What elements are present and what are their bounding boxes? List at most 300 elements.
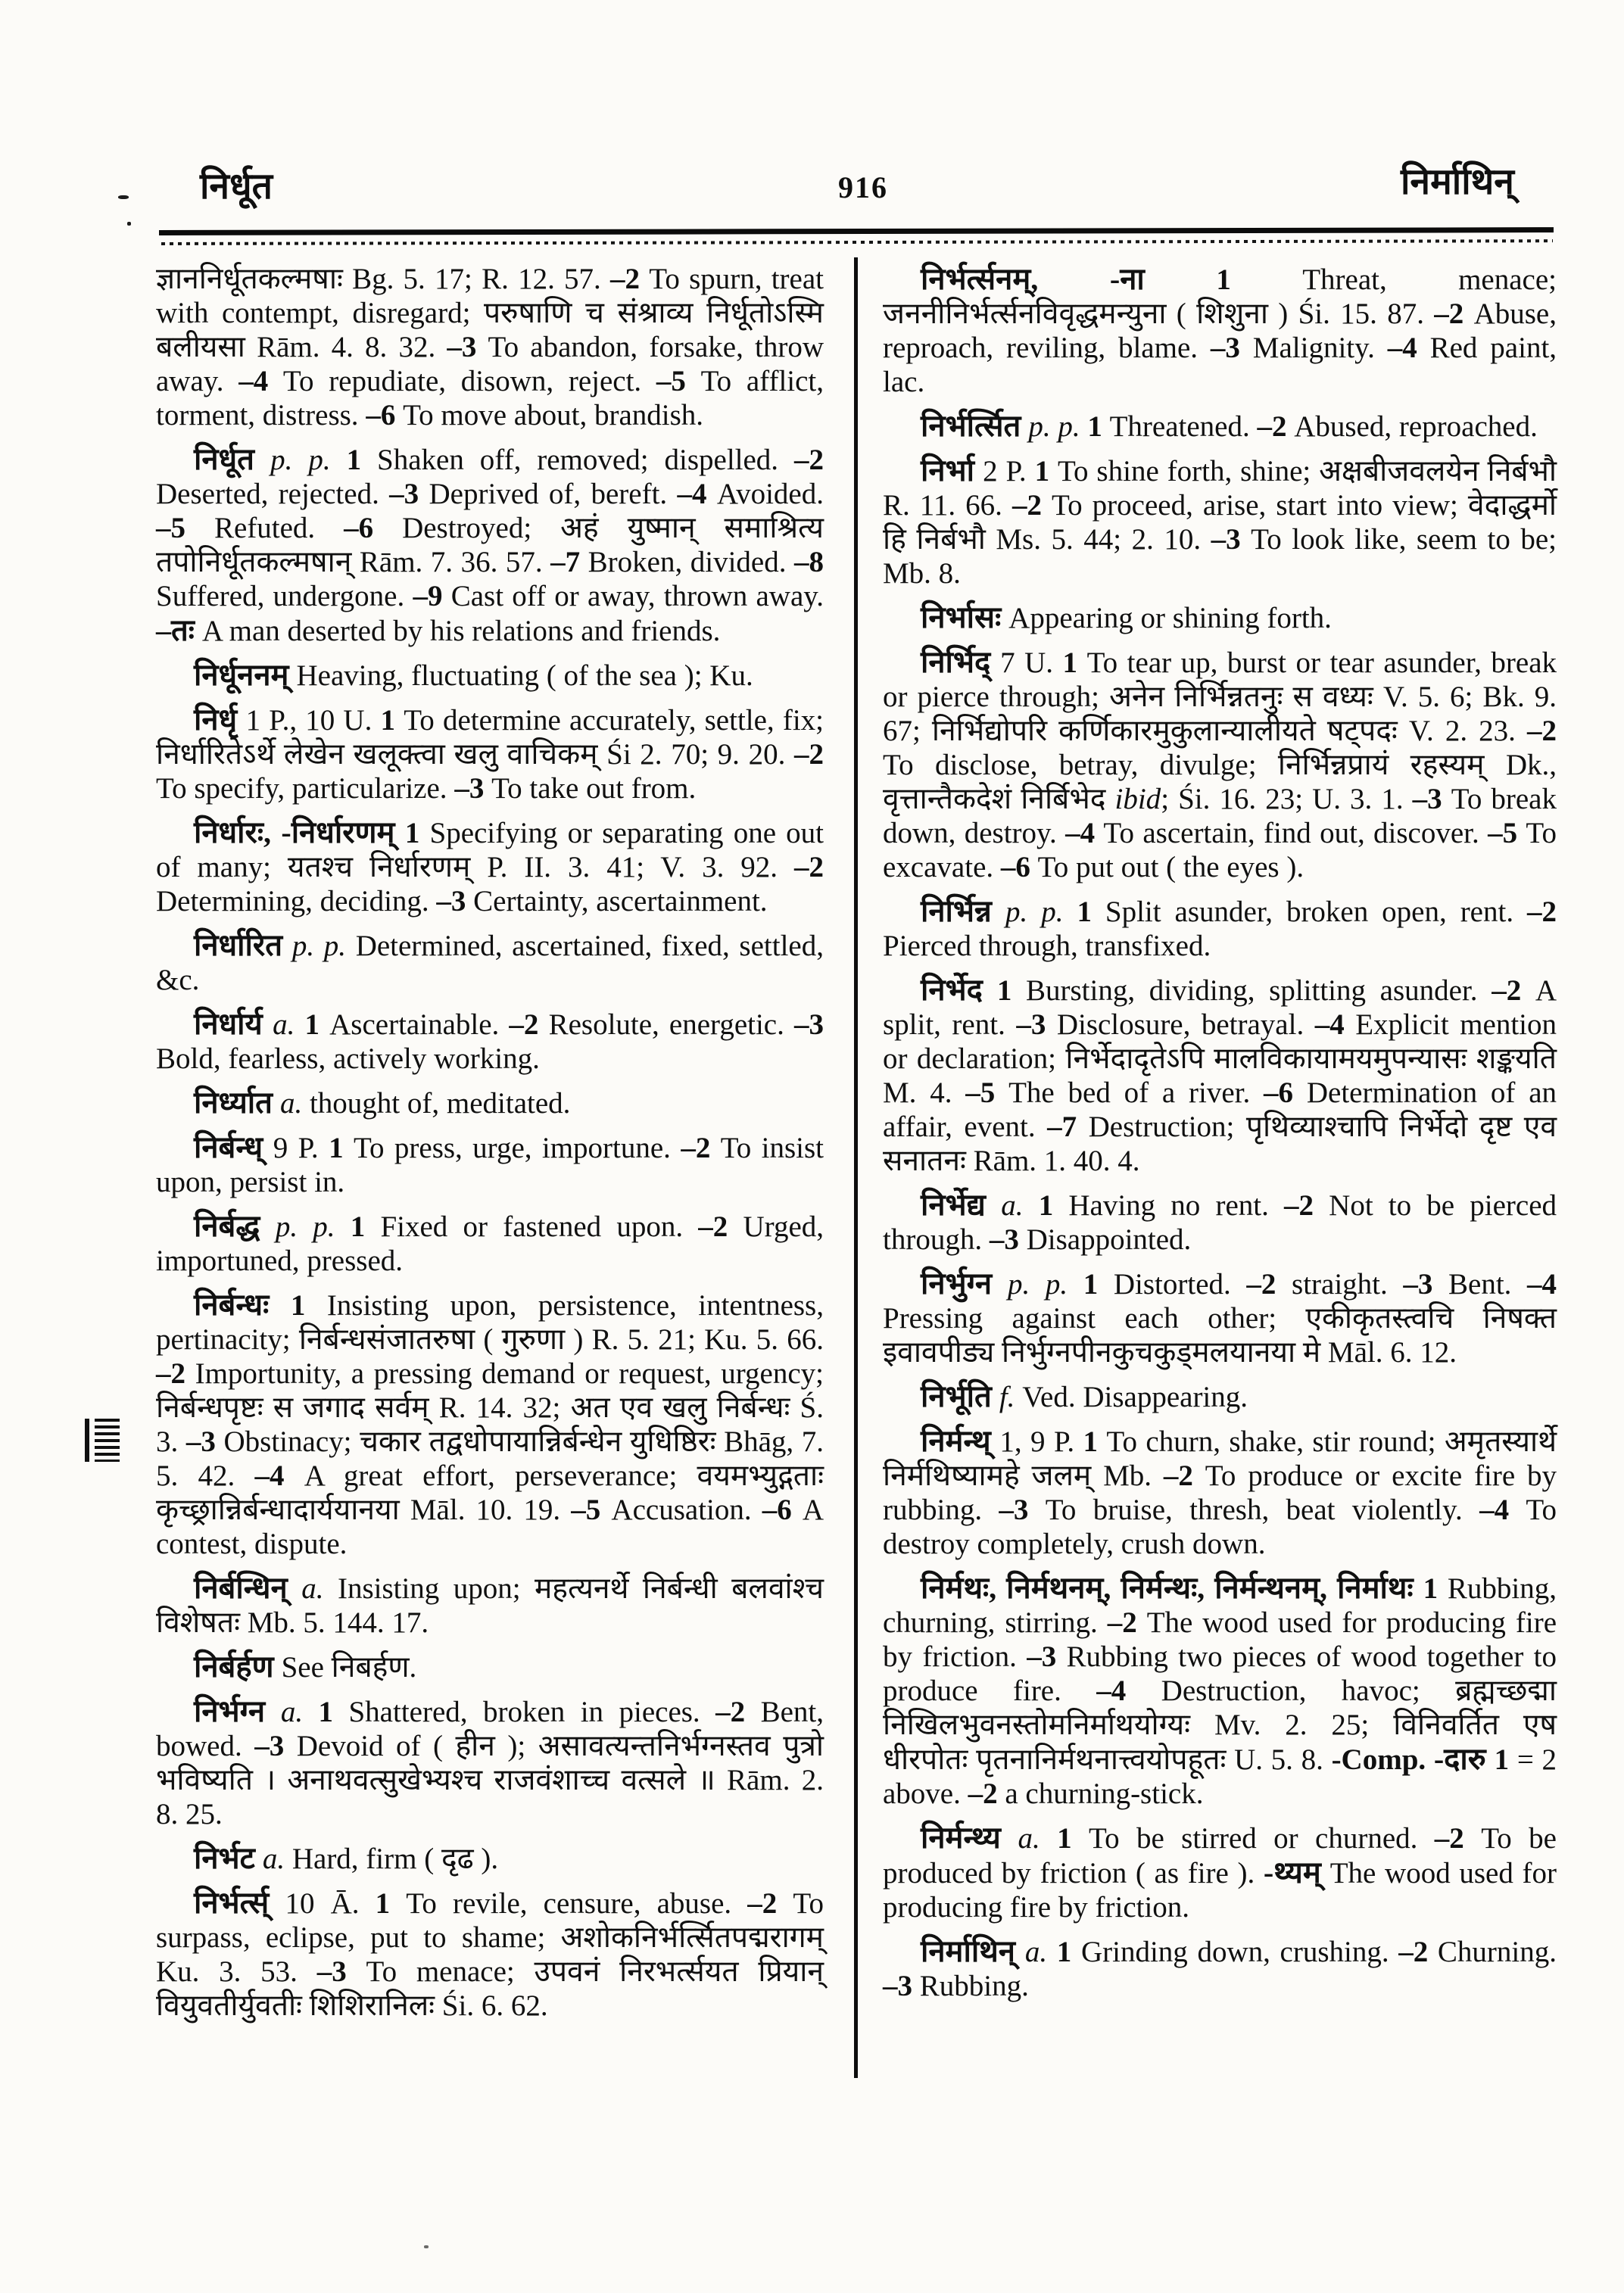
definition-text: To churn, shake, stir round; (1106, 1425, 1445, 1458)
sense-number: –3 (1403, 1268, 1448, 1301)
definition-text: Suffered, undergone. (156, 580, 413, 612)
definition-text: Determining, deciding. (156, 885, 437, 918)
sense-number: –3 (254, 1730, 297, 1762)
sense-number: 1 (1056, 1936, 1081, 1968)
definition-text: Destruction; (1088, 1111, 1246, 1143)
definition-text: Rām. 2. 8. 25. (156, 1764, 824, 1830)
grammar-label: a. (1001, 1189, 1039, 1222)
sanskrit-quote: अनेन निर्भिन्नतनुः स वध्यः (1109, 681, 1383, 713)
sense-number: –4 (677, 478, 717, 510)
sense-number: 1 (1494, 1743, 1517, 1776)
sense-number: –2 (698, 1210, 743, 1243)
sense-number: –3 (999, 1494, 1046, 1526)
sense-number: –3 (1027, 1640, 1067, 1673)
entry-headword: निर्धृ (194, 703, 246, 737)
dictionary-entry (156, 1209, 824, 1278)
sense-number: –3 (389, 478, 429, 510)
header-left-headword: निर्धूत (200, 167, 273, 207)
sense-number: 1 (318, 1696, 349, 1728)
column-divider (854, 257, 858, 2078)
entry-headword: निर्धूननम् (194, 658, 297, 692)
definition-text: A man deserted by his relations and friends. (201, 615, 721, 647)
definition-text: Fixed or fastened upon. (380, 1210, 699, 1243)
grammar-label: a. (280, 1696, 319, 1728)
dictionary-entry (883, 645, 1557, 884)
entry-headword: -दारु (1433, 1742, 1495, 1776)
definition-text: Māl. 10. 19. (410, 1494, 572, 1526)
sense-number: –3 (316, 1955, 366, 1988)
definition-text: Māl. 6. 12. (1327, 1336, 1457, 1369)
sense-number: 1 (1057, 1822, 1089, 1855)
entry-headword: निर्माथिन् (921, 1934, 1025, 1968)
sanskrit-quote: हीन (455, 1730, 495, 1762)
definition-text: Resolute, energetic. (548, 1008, 795, 1041)
sense-number: 1 (1087, 410, 1110, 443)
definition-text: The bed of a river. (1008, 1076, 1264, 1109)
definition-text: a churning-stick. (1005, 1777, 1204, 1810)
grammar-label: a. (1018, 1822, 1058, 1855)
definition-text: To insist upon, persist in. (156, 1132, 824, 1198)
sense-number: –3 (454, 772, 492, 805)
definition-text: The wood used for producing fire by friction. (883, 1857, 1557, 1924)
definition-text: Malignity. (1252, 332, 1388, 364)
definition-text: Disclosure, betrayal. (1056, 1008, 1315, 1041)
definition-text: Mv. 2. 25; (1214, 1709, 1394, 1741)
entry-headword: निर्भट (194, 1841, 263, 1875)
grammar-label: p. p. (291, 930, 356, 962)
sanskrit-quote: परुषाणि च संश्राव्य निर्धूतोऽस्मि बलीयसा (156, 297, 824, 363)
sense-number: 1 (996, 974, 1026, 1007)
definition-text: To be produced by friction ( as fire ). (883, 1822, 1557, 1890)
grammar-label: f. (999, 1381, 1023, 1413)
definition-text: Pierced through, transfixed. (883, 930, 1211, 962)
sense-number: 1 (290, 1289, 327, 1322)
sense-number: –3 (883, 1970, 920, 2002)
sanskrit-quote: असावत्यन्तनिर्भग्नस्तव पुत्रो भविष्यति । अनाथवत्सुखेभ्यश्च राजवंशाच्च वत्सले ॥ (156, 1730, 824, 1796)
definition-text: Disappointed. (1026, 1223, 1192, 1256)
definition-text: Ms. 5. 44; 2. 10. (996, 523, 1211, 556)
sense-number: –4 (1479, 1494, 1526, 1526)
definition-text: To look like, seem to be; Mb. 8. (883, 523, 1557, 590)
sense-number: –5 (965, 1076, 1009, 1109)
dictionary-entry (156, 442, 824, 648)
header-rule (159, 227, 1554, 235)
definition-text: To bruise, thresh, beat violently. (1045, 1494, 1480, 1526)
definition-text: To tear up, burst or tear asunder, break or pierce through; (883, 646, 1557, 713)
sense-number: –2 (1011, 489, 1052, 522)
dictionary-entry (883, 600, 1557, 635)
grammar-label: p. p. (1005, 896, 1077, 928)
sense-number: –4 (1527, 1268, 1557, 1301)
definition-text: To menace; (366, 1955, 535, 1988)
dictionary-entry (156, 1694, 824, 1831)
sense-number: –5 (156, 512, 214, 544)
entry-headword: निर्बन्धिन् (194, 1571, 302, 1605)
sense-number: –2 (509, 1008, 549, 1041)
sense-number: 1 (1216, 263, 1303, 296)
sense-number: –2 (1527, 896, 1557, 928)
definition-text: Rubbing. (919, 1970, 1029, 2002)
dictionary-entry (883, 894, 1557, 963)
definition-text: Insisting upon, persistence, intentness, pertinacity; (156, 1289, 824, 1356)
dictionary-entry (883, 973, 1557, 1178)
dictionary-entry (883, 1266, 1557, 1369)
definition-text: Rām. 4. 8. 32. (257, 331, 447, 363)
definition-text: Shaken off, removed; dispelled. (377, 444, 794, 476)
grammar-label: a. (279, 1087, 310, 1120)
dictionary-entry (156, 928, 824, 997)
sense-number: –2 (968, 1777, 1005, 1810)
entry-headword: -थ्यम् (1263, 1855, 1330, 1890)
definition-text: Bg. 5. 17; R. 12. 57. (352, 263, 611, 295)
sense-number: –2 (1257, 410, 1295, 443)
sense-number: –2 (1434, 1822, 1482, 1855)
left-column (156, 262, 824, 2033)
dictionary-entry (883, 262, 1557, 399)
sense-number: –7 (1047, 1111, 1089, 1143)
sense-number: –3 (1211, 523, 1252, 556)
definition-text: To destroy completely, crush down. (883, 1494, 1557, 1560)
definition-text: To abandon, forsake, throw away. (156, 331, 824, 397)
sanskrit-quote: जननीनिर्भर्त्सनविवृद्धमन्युना ( शिशुना ) (883, 298, 1298, 330)
entry-headword: निर्भिन्न (921, 894, 1006, 928)
entry-headword: निर्भूति (921, 1379, 999, 1413)
definition-text: = 2 above. (883, 1743, 1557, 1810)
definition-text: 1, 9 P. (999, 1425, 1083, 1458)
page-number: 916 (838, 170, 888, 204)
sense-number: –6 (366, 399, 404, 431)
sanskrit-quote: वेदाद्धर्मो हि निर्बभौ (883, 489, 1557, 556)
definition-text: Distorted. (1113, 1268, 1247, 1301)
entry-headword: –तः (156, 613, 202, 647)
definition-text: Ved. Disappearing. (1022, 1381, 1248, 1413)
sense-number: –6 (762, 1494, 803, 1526)
sense-number: –2 (794, 851, 824, 883)
definition-text: 9 P. (273, 1132, 329, 1164)
entry-headword: निर्भर्त्सनम्, -ना (921, 262, 1217, 296)
definition-text: Obstinacy; (223, 1425, 360, 1458)
sanskrit-quote: अत एव खलु निर्बन्धः (570, 1391, 800, 1424)
definition-text: Bhāg, 7. 5. 42. (156, 1425, 824, 1492)
sense-number: –2 (1246, 1268, 1292, 1301)
sense-number: –3 (447, 331, 488, 363)
definition-text: Heaving, fluctuating ( of the sea ); Ku. (296, 659, 753, 692)
definition-text: Rubbing two pieces of wood together to produce fire. (883, 1640, 1557, 1707)
dictionary-entry (883, 1821, 1557, 1924)
sanskrit-quote: निर्भिन्नप्रायं रहस्यम् (1277, 749, 1506, 781)
definition-text: Ku. 3. 53. (156, 1955, 317, 1988)
sense-number: –4 (1065, 817, 1104, 849)
sense-number: 1 (1083, 1425, 1107, 1458)
entry-headword: निर्भेद्य (921, 1188, 1002, 1222)
definition-text: To repudiate, disown, reject. (282, 365, 656, 397)
sense-number: 1 (1077, 896, 1105, 928)
definition-text: To afflict, torment, distress. (156, 365, 824, 431)
sanskrit-quote: पृथिव्याश्चापि निर्भेदो दृष्ट एव सनातनः (883, 1111, 1557, 1177)
entry-headword: निर्भर्त्स् (194, 1886, 285, 1920)
definition-text: Refuted. (214, 512, 344, 544)
definition-text: Śi. 15. 87. (1298, 298, 1435, 330)
dictionary-entry (883, 1379, 1557, 1414)
definition-text: Mb. 5. 144. 17. (247, 1606, 429, 1639)
definition-text: Grinding down, crushing. (1080, 1936, 1399, 1968)
dictionary-entry (156, 815, 824, 918)
sanskrit-quote: ज्ञाननिर्धूतकल्मषाः (156, 263, 353, 295)
definition-text: Dk., (1505, 749, 1557, 781)
sanskrit-quote: ब्रह्मच्छद्मा निखिलभुवनस्तोमनिर्माथयोग्यः (883, 1675, 1557, 1741)
definition-text: Having no rent. (1068, 1189, 1284, 1222)
sense-number: –2 (1434, 298, 1474, 330)
definition-text: Threatened. (1109, 410, 1258, 443)
entry-headword: निर्भासः (921, 600, 1009, 634)
scan-speck (118, 195, 129, 199)
grammar-label: a. (1024, 1936, 1057, 1968)
definition-text: To disclose, betray, divulge; (883, 749, 1278, 781)
margin-stamp-icon (85, 1419, 120, 1462)
definition-text: Mb. (1103, 1460, 1164, 1492)
grammar-label: a. (273, 1008, 305, 1041)
sense-number: –2 (156, 1357, 195, 1390)
definition-text: Certainty, ascertainment. (473, 885, 768, 918)
definition-text: Deprived of, bereft. (429, 478, 678, 510)
sanskrit-quote: निर्बन्धपृष्टः स जगाद सर्वम् (156, 1391, 439, 1424)
dictionary-entry (156, 658, 824, 693)
entry-headword: निर्धारः, -निर्धारणम् (194, 815, 405, 849)
definition-text: ). (473, 1843, 499, 1875)
sanskrit-quote: उपवनं निरभर्त्सयत प्रियान् वियुवतीर्युवतीः शिशिरानिलः (156, 1955, 824, 2022)
dictionary-entry (883, 1934, 1557, 2003)
dictionary-entry (883, 1571, 1557, 1811)
dictionary-entry (883, 453, 1557, 590)
entry-headword: निर्धारित (194, 928, 292, 962)
definition-text: Destroyed; (402, 512, 561, 544)
definition-text: To determine accurately, settle, fix; (404, 704, 824, 737)
sense-number: –2 (1284, 1189, 1329, 1222)
definition-text: straight. (1292, 1268, 1404, 1301)
definition-text: . (409, 1651, 417, 1684)
dictionary-entry (156, 1650, 824, 1684)
sanskrit-quote: निर्भिद्योपरि कर्णिकारमुकुलान्यालीयते षट्पदः (931, 715, 1409, 747)
sense-number: 1 (375, 1887, 407, 1920)
sense-number: –5 (1488, 817, 1526, 849)
sanskrit-quote: चकार तद्वधोपायान्निर्बन्धेन युधिष्ठिरः (360, 1425, 725, 1458)
grammar-label: a. (301, 1572, 338, 1605)
sense-number: 1 (404, 817, 430, 849)
definition-text: Importunity, a pressing demand or request, urgency; (195, 1357, 824, 1390)
entry-headword: निर्भा (921, 453, 983, 488)
definition-text: To specify, particularize. (156, 772, 455, 805)
sanskrit-quote: दृढ (441, 1843, 474, 1875)
definition-text: Abused, reproached. (1294, 410, 1538, 443)
sanskrit-quote: निर्धारितेऽर्थे लेखेन खलूक्त्वा खलु वाचिकम् (156, 738, 607, 771)
definition-text: Broken, divided. (588, 546, 795, 578)
entry-headword: निर्भर्त्सित (921, 409, 1029, 443)
sense-number: –3 (989, 1223, 1027, 1256)
entry-headword: निर्भग्न (194, 1694, 281, 1728)
sanskrit-quote: अक्षबीजवलयेन निर्बभौ (1319, 455, 1557, 488)
sense-number: –4 (1314, 1008, 1356, 1041)
sense-number: –2 (681, 1132, 721, 1164)
dictionary-entry (156, 703, 824, 805)
sanskrit-quote: निर्भेदादृतेऽपि मालविकायामयमुपन्यासः शङ्कयति (1065, 1042, 1557, 1075)
sanskrit-quote: अहं युष्मान् समाश्रित्य तपोनिर्धूतकल्मषान् (156, 512, 824, 578)
dictionary-entry (156, 262, 824, 432)
definition-text: To shine forth, shine; (1057, 455, 1320, 488)
sense-number: –9 (413, 580, 451, 612)
definition-text: Churning. (1437, 1936, 1557, 1968)
definition-text: Threat, menace; (1302, 263, 1557, 296)
definition-text: Deserted, rejected. (156, 478, 390, 510)
sanskrit-quote: निबर्हण (331, 1651, 410, 1684)
grammar-label: p. p. (275, 1210, 351, 1243)
definition-text: To take out from. (491, 772, 697, 805)
entry-headword: निर्धार्य (194, 1007, 273, 1041)
definition-text: Appearing or shining forth. (1008, 602, 1332, 634)
definition-text: Explicit mention or declaration; (883, 1008, 1557, 1075)
definition-text: Rām. 7. 36. 57. (359, 546, 551, 578)
sense-number: –2 (794, 444, 824, 476)
definition-text: Bent, bowed. (156, 1696, 824, 1762)
sense-number: -Comp. (1331, 1743, 1434, 1776)
sense-number: –4 (238, 365, 283, 397)
dictionary-entry (883, 409, 1557, 444)
scan-speck (424, 2245, 429, 2248)
sanskrit-quote: वयमभ्युद्गताः कृच्छ्रान्निर्बन्धादार्ययानया (156, 1460, 824, 1526)
sense-number: 1 (350, 1210, 381, 1243)
sense-number: –3 (794, 1008, 824, 1041)
dictionary-entry (156, 1007, 824, 1076)
definition-text: The wood used for producing fire by friction. (883, 1606, 1557, 1673)
definition-text: Rubbing, churning, stirring. (883, 1572, 1557, 1639)
definition-text: Destruction, havoc; (1161, 1675, 1456, 1707)
grammar-label: p. p. (270, 444, 347, 476)
definition-text: R. 5. 21; Ku. 5. 66. (591, 1323, 824, 1356)
definition-text: To be stirred or churned. (1088, 1822, 1435, 1855)
definition-text: U. 5. 8. (1234, 1743, 1332, 1776)
entry-headword: निर्ध्यात (194, 1086, 280, 1120)
definition-text: To excavate. (883, 817, 1557, 883)
sanskrit-quote: महत्यनर्थे निर्बन्धी बलवांश्च विशेषतः (156, 1572, 824, 1639)
definition-text: Rām. 1. 40. 4. (973, 1145, 1140, 1177)
entry-headword: निर्भिद् (921, 645, 1001, 679)
definition-text: Bent. (1448, 1268, 1528, 1301)
sanskrit-quote: विनिवर्तित एष धीरपोतः पृतनानिर्मथनात्त्वयोपहूतः (883, 1709, 1557, 1776)
sense-number: –3 (1412, 783, 1451, 815)
sense-number: –3 (1016, 1008, 1057, 1041)
sense-number: 1 (1034, 455, 1058, 488)
sanskrit-quote: यतश्च निर्धारणम् (287, 851, 488, 883)
definition-text: To ascertain, find out, discover. (1103, 817, 1488, 849)
sense-number: –4 (1096, 1675, 1161, 1707)
definition-text: To break down, destroy. (883, 783, 1557, 849)
definition-text: R. 14. 32; (438, 1391, 571, 1424)
definition-text: See (281, 1651, 332, 1684)
sanskrit-quote: एकीकृतस्त्वचि निषक्त इवावपीड्य निर्भुग्नपीनकुचकुड्मलयानया मे (883, 1302, 1557, 1369)
grammar-label: p. p. (1008, 1268, 1083, 1301)
stamp-stripes (95, 1419, 120, 1462)
definition-text: Red paint, lac. (883, 332, 1557, 398)
definition-text: To produce or excite fire by rubbing. (883, 1460, 1557, 1526)
dictionary-entry (156, 1886, 824, 2023)
sense-number: –6 (1264, 1076, 1307, 1109)
sense-number: 1 (346, 444, 378, 476)
definition-text: To proceed, arise, start into view; (1052, 489, 1468, 522)
definition-text: V. 5. 6; Bk. 9. 67; (883, 681, 1557, 747)
sense-number: –6 (344, 512, 403, 544)
sense-number: –3 (185, 1425, 224, 1458)
sanskrit-quote: अमृतस्यार्थे निर्मथिष्यामहे जलम् (883, 1425, 1557, 1492)
definition-text: To revile, censure, abuse. (406, 1887, 748, 1920)
definition-text: 1 P., 10 U. (245, 704, 381, 737)
sense-number: –2 (1527, 715, 1557, 747)
definition-text: Specifying or separating one out of many; (156, 817, 824, 883)
sense-number: –4 (1387, 332, 1430, 364)
definition-text: Ascertainable. (329, 1008, 510, 1041)
dictionary-entry (883, 1188, 1557, 1257)
dictionary-entry (156, 1841, 824, 1876)
sense-number: –3 (436, 885, 474, 918)
definition-text: Urged, importuned, pressed. (156, 1210, 824, 1277)
definition-text: A split, rent. (883, 974, 1557, 1041)
sense-number: –6 (1000, 851, 1038, 883)
sense-number: –5 (571, 1494, 612, 1526)
definition-text: Determined, ascertained, fixed, settled, &c. (156, 930, 824, 996)
definition-text: To press, urge, importune. (353, 1132, 681, 1164)
sanskrit-quote: वृत्तान्तैकदेशं निर्बिभेद (883, 783, 1115, 815)
sense-number: –4 (254, 1460, 304, 1492)
dictionary-entry (156, 1130, 824, 1199)
sense-number: 1 (329, 1132, 354, 1164)
definition-text: To surpass, eclipse, put to shame; (156, 1887, 824, 1954)
definition-text: Bold, fearless, actively working. (156, 1042, 540, 1075)
definition-text: Abuse, reproach, reviling, blame. (883, 298, 1557, 364)
definition-text: P. II. 3. 41; V. 3. 92. (487, 851, 794, 883)
header-right-headword: निर्माथिन् (1401, 162, 1514, 202)
definition-text: R. 11. 66. (883, 489, 1012, 522)
entry-headword: निर्बन्ध् (194, 1130, 273, 1164)
definition-text: Insisting upon; (337, 1572, 535, 1605)
definition-text: Ś. 3. (156, 1391, 824, 1458)
definition-text: Determination of an affair, event. (883, 1076, 1557, 1143)
entry-headword: निर्मन्थ्य (921, 1821, 1018, 1855)
dictionary-entry (156, 1086, 824, 1120)
sense-number: 1 (1038, 1189, 1069, 1222)
sense-number: –2 (747, 1887, 793, 1920)
header-rule-dotted (161, 239, 1553, 245)
definition-text: 2 P. (983, 455, 1035, 488)
sense-number: –2 (1107, 1606, 1147, 1639)
sense-number: –5 (656, 365, 701, 397)
sense-number: 1 (1062, 646, 1087, 679)
sense-number: –7 (550, 546, 588, 578)
sanskrit-quote: निर्बन्धसंजातरुषा ( गुरुणा ) (298, 1323, 592, 1356)
definition-text: A contest, dispute. (156, 1494, 824, 1560)
definition-text: Accusation. (611, 1494, 762, 1526)
definition-text: Avoided. (716, 478, 824, 510)
dictionary-entry (883, 1424, 1557, 1561)
definition-text: thought of, meditated. (309, 1087, 571, 1120)
sense-number: –2 (794, 738, 824, 771)
scan-speck (127, 222, 131, 226)
sense-number: –2 (715, 1696, 761, 1728)
entry-headword: निर्धूत (194, 442, 271, 476)
sense-number: –2 (1492, 974, 1535, 1007)
sense-number: 1 (304, 1008, 330, 1041)
entry-headword: निर्बर्हण (194, 1650, 282, 1684)
entry-headword: निर्मन्थ् (921, 1424, 1000, 1458)
dictionary-entry (156, 1571, 824, 1640)
definition-text: Hard, firm ( (291, 1843, 441, 1875)
